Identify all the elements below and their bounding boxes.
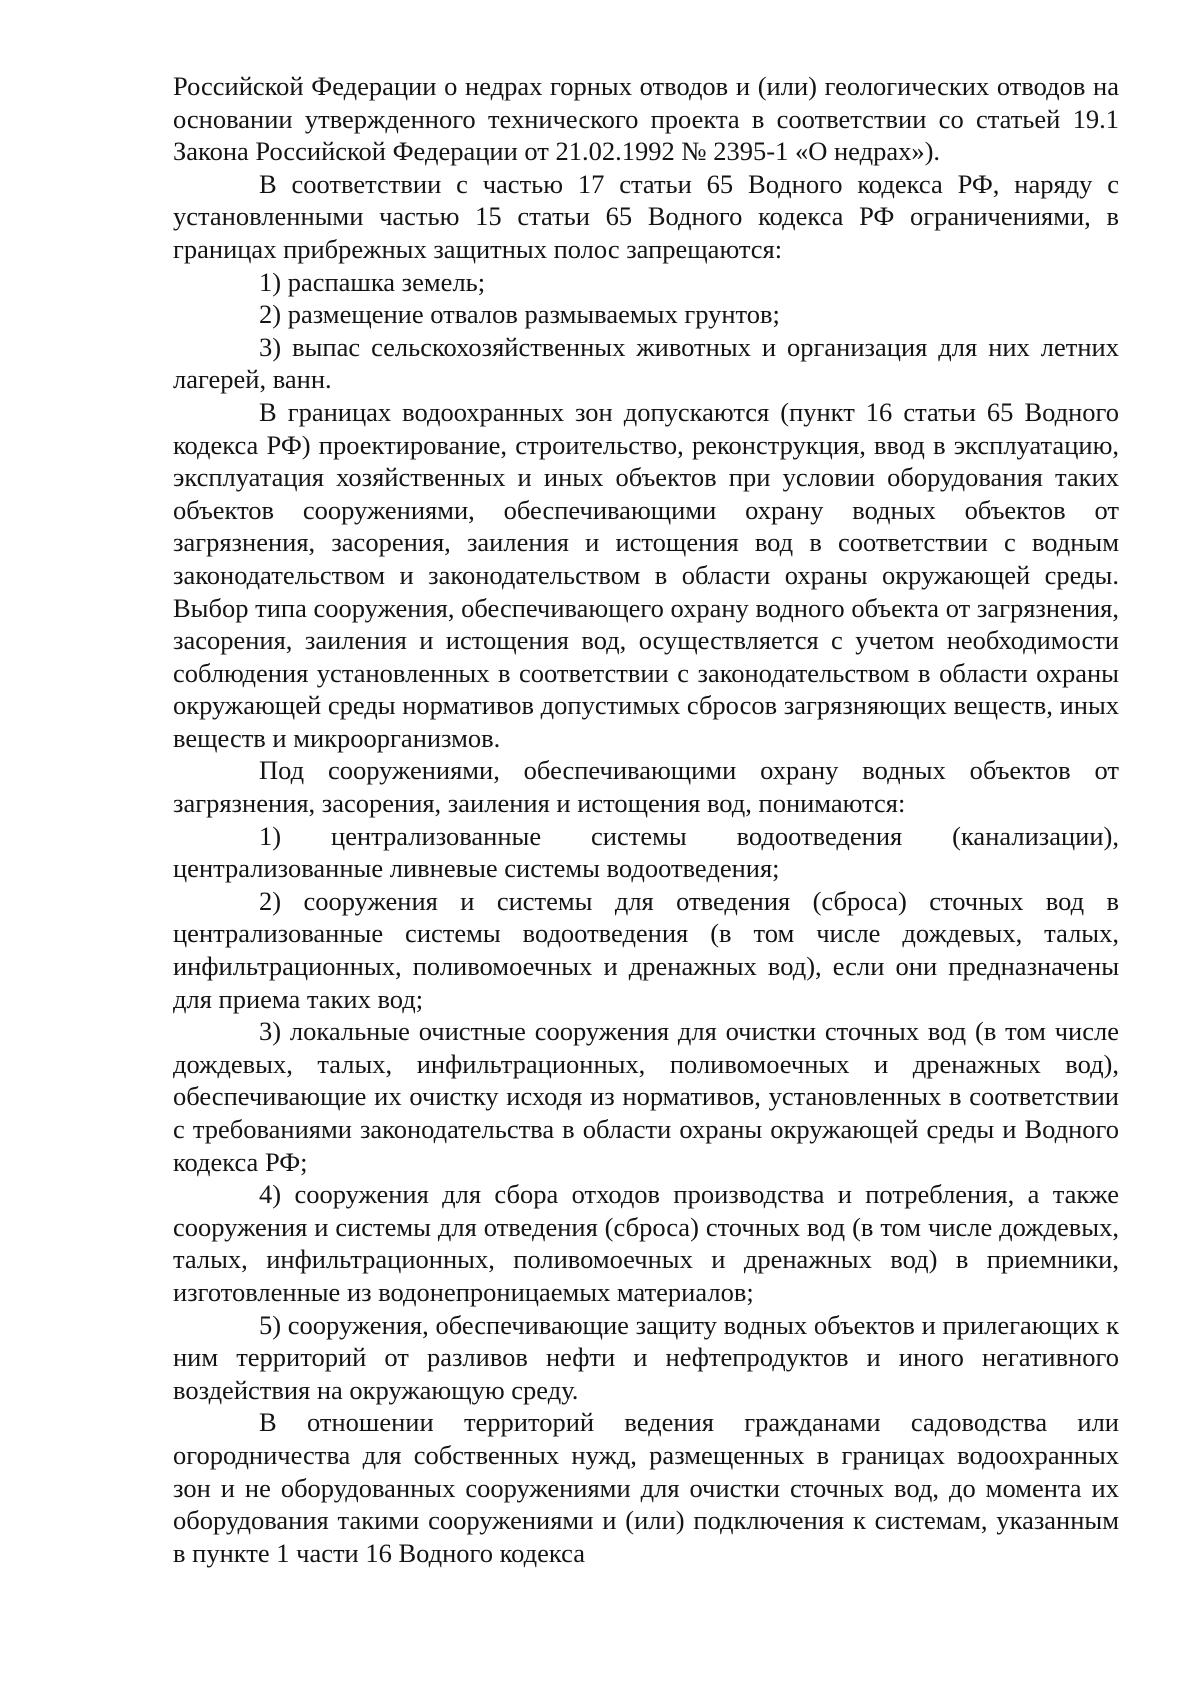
list-item-centralized-systems: 1) централизованные системы водоотведения (канализации), централизованные ливневые системы водоотведения; <box>173 820 1119 884</box>
list-item-discharge-systems: 2) сооружения и системы для отведения (сброса) сточных вод в централизованные системы водоотведения (в том числе дождевых, талых, инфильтрационных, поливомоечных и дренажных вод), если они предназначены для приема таких вод; <box>173 885 1119 1014</box>
paragraph-subsoil-continuation: Российской Федерации о недрах горных отводов и (или) геологических отводов на основании утвержденного технического проекта в соответствии со статьей 19.1 Закона Российской Федерации от 21.02.1992 № 2395-1 «О недрах»). <box>173 71 1119 167</box>
document-page <box>173 70 1119 1569</box>
paragraph-structures-definition: Под сооружениями, обеспечивающими охрану водных объектов от загрязнения, засорения, заиления и истощения вод, понимаются: <box>173 755 1119 819</box>
list-item-grazing: 3) выпас сельскохозяйственных животных и организация для них летних лагерей, ванн. <box>173 331 1119 395</box>
list-item-local-treatment: 3) локальные очистные сооружения для очистки сточных вод (в том числе дождевых, талых, инфильтрационных, поливомоечных и дренажных вод), обеспечивающие их очистку исходя из нормативов, установленных в соответствии с требованиями законодательства в области охраны окружающей среды и Водного кодекса РФ; <box>173 1016 1119 1177</box>
paragraph-water-protection-zones: В границах водоохранных зон допускаются (пункт 16 статьи 65 Водного кодекса РФ) проектирование, строительство, реконструкция, ввод в эксплуатацию, эксплуатация хозяйственных и иных объектов при условии оборудования таких объектов сооружениями, обеспечивающими охрану водных объектов от загрязнения, засорения, заиления и истощения вод в соответствии с водным законодательством и законодательством в области охраны окружающей среды. Выбор типа сооружения, обеспечивающего охрану водного объекта от загрязнения, засорения, заиления и истощения вод, осуществляется с учетом необходимости соблюдения установленных в соответствии с законодательством в области охраны окружающей среды нормативов допустимых сбросов загрязняющих веществ, иных веществ и микроорганизмов. <box>173 396 1119 753</box>
list-item-soil-dumps: 2) размещение отвалов размываемых грунтов; <box>259 299 780 330</box>
paragraph-gardening-territories: В отношении территорий ведения гражданами садоводства или огородничества для собственных нужд, размещенных в границах водоохранных зон и не оборудованных сооружениями для очистки сточных вод, до момента их оборудования такими сооружениями и (или) подключения к системам, указанным в пункте 1 части 16 Водного кодекса <box>173 1407 1119 1568</box>
list-item-waste-collection: 4) сооружения для сбора отходов производства и потребления, а также сооружения и системы для отведения (сброса) сточных вод (в том числе дождевых, талых, инфильтрационных, поливомоечных и дренажных вод) в приемники, изготовленные из водонепроницаемых материалов; <box>173 1179 1119 1307</box>
list-item-oil-spill-protection: 5) сооружения, обеспечивающие защиту водных объектов и прилегающих к ним территорий от разливов нефти и нефтепродуктов и иного негативного воздействия на окружающую среду. <box>173 1309 1119 1405</box>
list-item-plowing: 1) распашка земель; <box>259 266 486 297</box>
paragraph-coastal-strip-restrictions: В соответствии с частью 17 статьи 65 Водного кодекса РФ, наряду с установленными частью 15 статьи 65 Водного кодекса РФ ограничениями, в границах прибрежных защитных полос запрещаются: <box>173 168 1119 264</box>
